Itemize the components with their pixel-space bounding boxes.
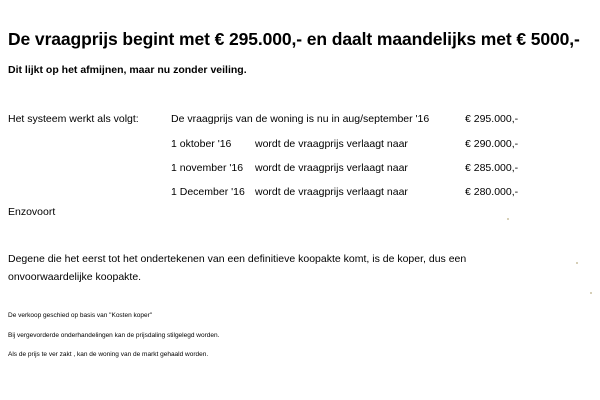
scan-speck: [507, 218, 509, 220]
schedule-row-text: wordt de vraagprijs verlaagt naar: [255, 162, 408, 174]
note-line: De verkoop geschied op basis van "Kosten koper": [8, 312, 153, 319]
scan-speck: [576, 262, 578, 264]
schedule-row-price: € 295.000,-: [465, 113, 519, 125]
schedule-row-price: € 290.000,-: [465, 138, 519, 150]
note-line: Als de prijs te ver zakt , kan de woning van de markt gehaald worden.: [8, 351, 209, 358]
schedule-row-price: € 280.000,-: [465, 186, 519, 198]
schedule-row-price: € 285.000,-: [465, 162, 519, 174]
schedule-row-date: 1 December '16: [171, 186, 245, 198]
subtitle: Dit lijkt op het afmijnen, maar nu zonder veiling.: [8, 64, 247, 76]
note-line: Bij vergevorderde onderhandelingen kan de prijsdaling stilgelegd worden.: [8, 332, 220, 339]
system-label: Het systeem werkt als volgt:: [8, 113, 139, 125]
schedule-row-date: 1 november '16: [171, 162, 244, 174]
schedule-row-description: [171, 186, 408, 198]
schedule-row-date: 1 oktober '16: [171, 138, 232, 150]
schedule-row-text: De vraagprijs van de woning is nu in aug/september '16: [171, 113, 430, 125]
schedule-row-description: [171, 162, 408, 174]
schedule-row-text: wordt de vraagprijs verlaagt naar: [255, 186, 408, 198]
document-title: De vraagprijs begint met € 295.000,- en daalt maandelijks met € 5000,-: [8, 29, 580, 49]
buyer-paragraph: Degene die het eerst tot het ondertekenen van een definitieve koopakte komt, is de koper, dus een onvoorwaardelijke koopakte.: [8, 253, 467, 283]
etc-label: Enzovoort: [8, 206, 56, 218]
schedule-row-description: [171, 138, 408, 150]
schedule-row-description: [171, 113, 429, 125]
scan-speck: [590, 292, 592, 294]
schedule-row-text: wordt de vraagprijs verlaagt naar: [255, 138, 408, 150]
